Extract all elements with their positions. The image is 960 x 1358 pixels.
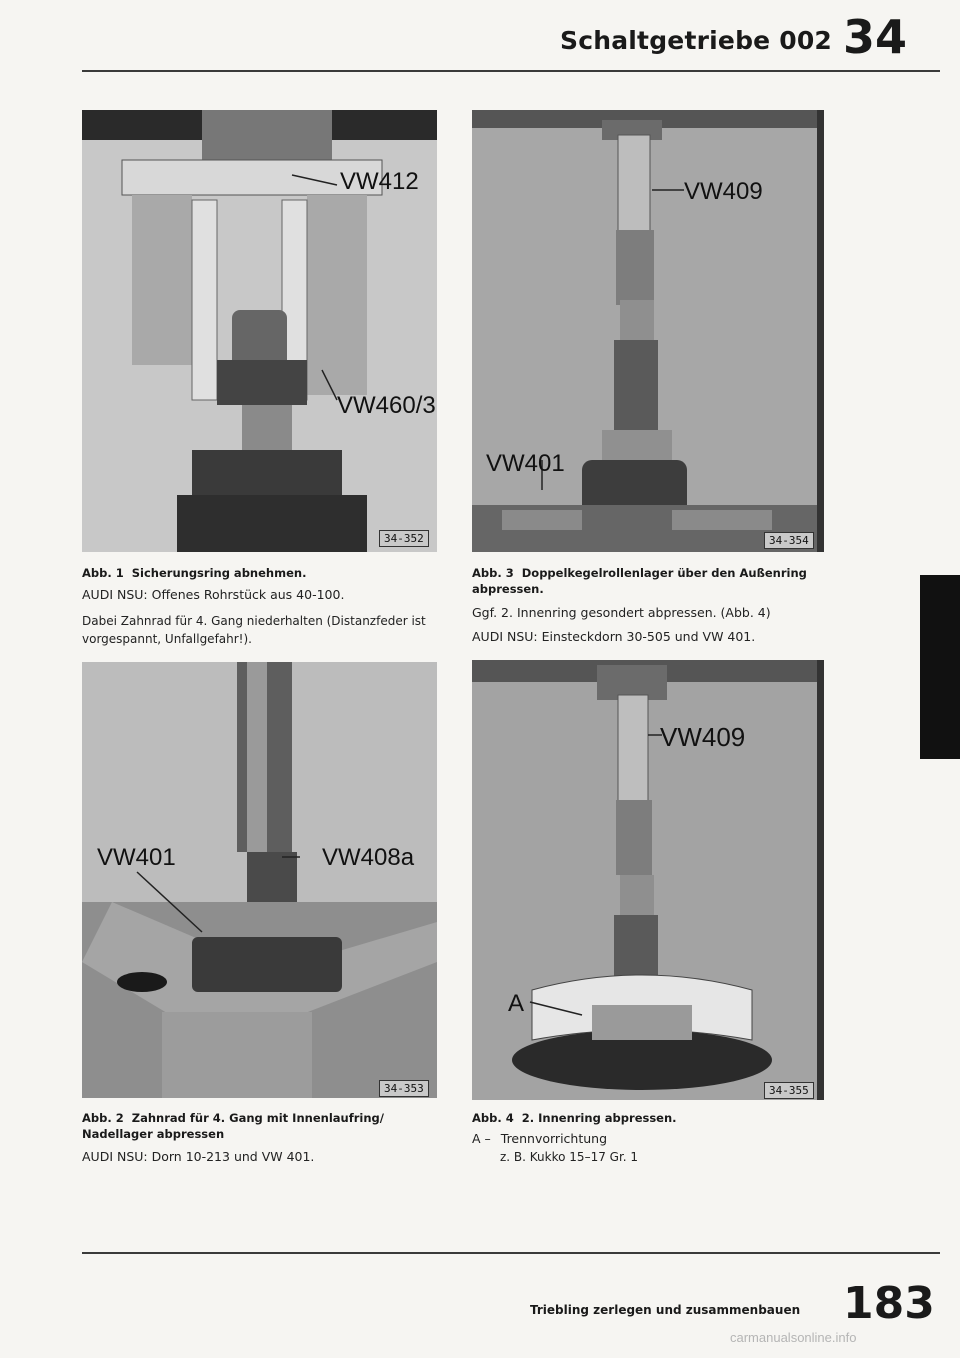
figure-4-photo	[472, 660, 824, 1100]
figure-4-caption	[472, 1110, 822, 1126]
figure-3-text-2: AUDI NSU: Einsteckdorn 30-505 und VW 401.	[472, 629, 756, 644]
watermark: carmanualsonline.info	[730, 1330, 857, 1345]
figure-label: Abb. 4	[472, 1111, 514, 1125]
caption-text: Zahnrad für 4. Gang mit Innenlaufring/ Nadellager abpressen	[82, 1111, 384, 1141]
figure-label: Abb. 3	[472, 566, 514, 580]
figure-3-photo	[472, 110, 824, 552]
figure-2-caption	[82, 1110, 432, 1142]
callout-vw401: VW401	[486, 450, 565, 477]
figure-id: 34-355	[764, 1082, 814, 1099]
callout-vw412: VW412	[340, 168, 419, 195]
figure-id: 34-353	[379, 1080, 429, 1097]
figure-2-text-1: AUDI NSU: Dorn 10-213 und VW 401.	[82, 1149, 315, 1164]
figure-id: 34-352	[379, 530, 429, 547]
page-number: 183	[843, 1278, 935, 1329]
figure-2-photo	[82, 662, 437, 1098]
chapter-number: 34	[843, 10, 908, 64]
figure-1-photo	[82, 110, 437, 552]
footer-rule	[82, 1252, 940, 1254]
caption-text: Doppelkegelrollenlager über den Außenring abpressen.	[472, 566, 807, 596]
chapter-tab-marker	[920, 575, 960, 759]
page-section-title: Schaltgetriebe 002	[560, 26, 833, 55]
callout-vw409: VW409	[684, 178, 763, 205]
figure-id: 34-354	[764, 532, 814, 549]
figure-1-text-1: AUDI NSU: Offenes Rohrstück aus 40-100.	[82, 587, 345, 602]
callout-a: A	[508, 990, 525, 1017]
callout-vw401: VW401	[97, 844, 176, 871]
caption-text: 2. Innenring abpressen.	[521, 1111, 677, 1125]
figure-label: Abb. 2	[82, 1111, 124, 1125]
figure-3-caption	[472, 565, 832, 597]
legend-line-1: Trennvorrichtung	[500, 1131, 608, 1146]
figure-label: Abb. 1	[82, 566, 124, 580]
figure-1-text-2: Dabei Zahnrad für 4. Gang niederhalten (Distanzfeder ist vorgespannt, Unfallgefahr!).	[82, 614, 426, 646]
figure-1-caption	[82, 565, 432, 581]
callout-vw460-3: VW460/3	[337, 392, 436, 419]
figure-4-legend	[472, 1130, 827, 1148]
footer-section-title: Triebling zerlegen und zusammenbauen	[530, 1303, 801, 1317]
legend-key: A –	[472, 1131, 491, 1146]
header-rule	[82, 70, 940, 72]
callout-vw409: VW409	[660, 722, 746, 752]
caption-text: Sicherungsring abnehmen.	[131, 566, 307, 580]
figure-4-legend-line-2: z. B. Kukko 15–17 Gr. 1	[500, 1150, 639, 1164]
callout-vw408a: VW408a	[322, 844, 415, 871]
figure-3-text-1: Ggf. 2. Innenring gesondert abpressen. (Abb. 4)	[472, 605, 771, 620]
